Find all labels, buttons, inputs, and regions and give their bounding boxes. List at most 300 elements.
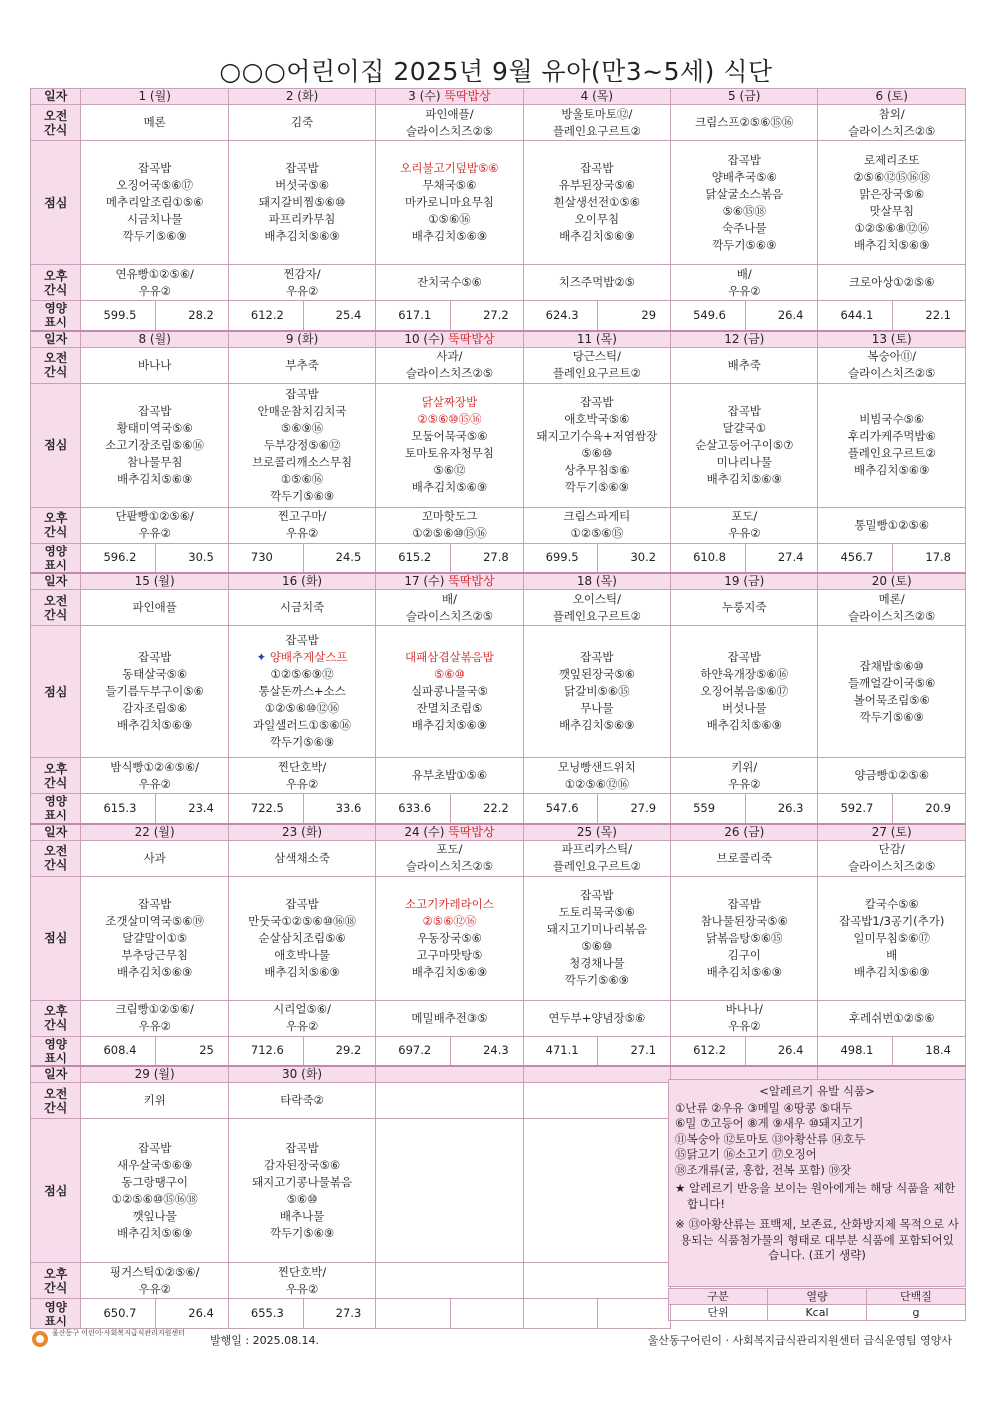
lunch-item (83, 1140, 225, 1157)
protein-value: 22.1 (893, 301, 966, 331)
lunch-item (820, 152, 963, 169)
am-snack-cell (228, 105, 375, 141)
issue-date: 발행일 : 2025.08.14. (210, 1334, 320, 1347)
lunch-item (820, 203, 963, 220)
menu-line: 플레인요구르트② (552, 608, 641, 623)
lunch-item (83, 437, 225, 454)
lunch-item (83, 1157, 225, 1174)
am-snack-cell (523, 347, 670, 383)
nutrition-row (31, 301, 966, 331)
pm-snack-cell (671, 507, 818, 543)
lunch-item (526, 177, 668, 194)
unit-protein: g (867, 1305, 966, 1321)
lunch-item (378, 947, 520, 964)
menu-line: 복숭아⑪/ (867, 349, 917, 363)
lunch-item (83, 1174, 225, 1191)
lunch-item-text: ①⑤⑥⑯ (280, 471, 324, 486)
lunch-item (83, 666, 225, 683)
lunch-item-text: 깍두기⑤⑥⑨ (269, 1225, 335, 1240)
calorie-value: 599.5 (81, 301, 156, 331)
lunch-item-text: 안매운참치김치국 (257, 403, 347, 418)
calorie-value: 608.4 (81, 1036, 156, 1066)
calorie-value: 712.6 (228, 1036, 303, 1066)
allergy-notice: ★ 알레르기 반응을 보이는 원아에게는 해당 식품을 제한합니다! (675, 1181, 956, 1211)
lunch-item (378, 964, 520, 981)
protein-value: 22.2 (450, 794, 523, 824)
pm-snack-cell (228, 507, 375, 543)
lunch-item-text: 양배추게살스프 (269, 650, 348, 664)
lunch-item (231, 420, 373, 437)
lunch-item (231, 1140, 373, 1157)
lunch-item (83, 420, 225, 437)
lunch-item (378, 462, 520, 479)
pm-snack-row (31, 265, 966, 301)
menu-line: 잔치국수⑤⑥ (416, 275, 482, 289)
lunch-cell (376, 141, 523, 265)
lunch-cell (81, 383, 228, 507)
menu-line: 치즈주먹밥②⑤ (558, 275, 635, 289)
lunch-item-text: 애호박국⑤⑥ (564, 412, 630, 426)
menu-line: 통밀빵①②⑤⑥ (854, 517, 930, 532)
am-snack-cell (81, 1083, 228, 1119)
row-label-lunch-text: 점심 (44, 1183, 68, 1198)
calorie-value: 592.7 (818, 794, 893, 824)
lunch-item-text: 돼지고기콩나물볶음 (252, 1174, 353, 1189)
lunch-item-text: 감자조림⑤⑥ (122, 701, 188, 715)
menu-line: 슬라이스치즈②⑤ (848, 366, 936, 380)
menu-line: ①②⑤⑥⑮ (570, 526, 624, 540)
menu-line: ①②⑤⑥⑫⑯ (564, 776, 629, 791)
day-date: 24 (수) (404, 824, 445, 839)
row-label-am-snack-text: 간식 (44, 607, 68, 622)
pm-snack-cell (523, 758, 670, 794)
lunch-item (83, 211, 225, 228)
day-date: 30 (화) (282, 1067, 323, 1081)
protein-value: 27.2 (450, 301, 523, 331)
lunch-item-text: 깍두기⑤⑥⑨ (122, 229, 187, 243)
am-snack-cell (523, 590, 670, 626)
row-label-pm-snack (31, 265, 81, 301)
row-label-lunch-text: 점심 (44, 195, 68, 210)
protein-value: 25 (156, 1036, 229, 1066)
lunch-item (673, 717, 815, 734)
calorie-value: 644.1 (818, 301, 893, 331)
menu-line: 우유② (285, 1281, 319, 1296)
lunch-item-text: 양배추국⑤⑥ (711, 169, 777, 184)
row-label-nutrition-text: 영양 (44, 301, 67, 316)
lunch-item-text: ①⑤⑥⑯ (428, 212, 471, 226)
am-snack-cell (228, 840, 375, 876)
menu-line: 연두부+양념장⑤⑥ (548, 1010, 646, 1025)
am-snack-cell (228, 1083, 375, 1119)
protein-value: 24.5 (303, 543, 376, 573)
row-label-nutrition-text: 표시 (44, 315, 67, 330)
lunch-item-text: 무나물 (580, 701, 614, 715)
menu-line: 플레인요구르트② (552, 366, 641, 380)
row-label-am-snack-text: 오전 (44, 351, 68, 365)
lunch-item-text: 부추당근무침 (121, 947, 188, 962)
lunch-item-text: ②⑤⑥⑩⑮⑯ (417, 412, 482, 426)
lunch-item-text: ⑤⑥⑩ (581, 446, 613, 460)
row-label-am-snack-text: 오전 (44, 108, 68, 123)
row-label-nutrition-text: 표시 (44, 1050, 67, 1065)
lunch-cell (376, 876, 523, 1000)
protein-value: 27.9 (598, 794, 671, 824)
calorie-value: 624.3 (523, 301, 598, 331)
lunch-item (83, 471, 225, 488)
calorie-value: 547.6 (523, 794, 598, 824)
pm-snack-row (31, 507, 966, 543)
lunch-cell (376, 383, 523, 507)
lunch-item-text: 잔멸치조림⑤ (416, 701, 483, 715)
row-label-date-text: 일자 (44, 89, 68, 103)
calorie-value: 697.2 (376, 1036, 451, 1066)
day-date: 9 (화) (285, 331, 319, 346)
lunch-cell (523, 141, 670, 265)
lunch-cell (523, 1119, 670, 1263)
menu-line: 찐단호박/ (277, 1264, 327, 1279)
lunch-item (673, 896, 815, 913)
lunch-item (673, 683, 815, 700)
lunch-item (820, 709, 963, 726)
calorie-value: 730 (228, 543, 303, 573)
lunch-item (378, 228, 520, 245)
day-date: 15 (월) (134, 574, 175, 588)
lunch-item-text: 배추김치⑤⑥⑨ (411, 229, 488, 243)
am-snack-cell (81, 840, 228, 876)
lunch-item (378, 445, 520, 462)
date-row (31, 824, 966, 841)
menu-line: 우유② (285, 776, 319, 791)
day-date: 19 (금) (724, 574, 765, 588)
lunch-item (526, 228, 668, 245)
lunch-item-text: 배추김치⑤⑥⑨ (411, 964, 488, 979)
row-label-lunch (31, 626, 81, 758)
allergy-line: ⑮닭고기 ⑯소고기 ⑰오징어 (675, 1147, 817, 1161)
lunch-cell (81, 1119, 228, 1263)
lunch-item-text: 배추김치⑤⑥⑨ (854, 237, 930, 252)
lunch-item-text: 파프리카무침 (268, 212, 336, 226)
lunch-item (231, 1191, 373, 1208)
lunch-item (673, 169, 815, 186)
lunch-item (83, 177, 225, 194)
lunch-item-text: 잡곡밥 (580, 650, 614, 664)
day-header (671, 824, 818, 841)
row-label-nutrition-text: 영양 (44, 794, 67, 809)
pm-snack-cell (671, 265, 818, 301)
lunch-item (673, 930, 815, 947)
lunch-item (83, 1225, 225, 1242)
lunch-item-text: 배추김치⑤⑥⑨ (706, 964, 782, 979)
pm-snack-cell (81, 265, 228, 301)
lunch-item (526, 479, 668, 496)
am-snack-cell (376, 347, 523, 383)
day-header (376, 89, 523, 105)
lunch-item (820, 445, 963, 462)
lunch-item-text: ⑤⑥⑩ (434, 667, 465, 681)
pm-snack-cell (228, 1263, 375, 1299)
lunch-item (526, 666, 668, 683)
day-header (523, 331, 670, 348)
row-label-lunch-text: 점심 (44, 684, 68, 699)
lunch-item (231, 471, 373, 488)
menu-line: 메밀배추전③⑤ (411, 1010, 488, 1025)
lunch-item (231, 649, 373, 666)
lunch-item (83, 896, 225, 913)
unit-header-calorie: 열량 (768, 1289, 867, 1305)
calorie-value: 471.1 (523, 1036, 598, 1066)
menu-line: 우유② (138, 776, 171, 791)
day-date: 5 (금) (728, 89, 761, 103)
am-snack-cell (671, 105, 818, 141)
row-label-date (31, 1066, 81, 1083)
menu-line: 슬라이스치즈②⑤ (405, 859, 494, 873)
lunch-item (231, 1225, 373, 1242)
lunch-item-text: 깍두기⑤⑥⑨ (564, 480, 629, 494)
protein-value: 18.4 (893, 1036, 966, 1066)
lunch-item (231, 947, 373, 964)
lunch-item (83, 700, 225, 717)
menu-line: 찐고구마/ (277, 509, 327, 523)
lunch-item-text: 배추나물 (279, 1208, 325, 1223)
lunch-item-text: 배추김치⑤⑥⑨ (411, 480, 488, 494)
lunch-item-text: 배추김치⑤⑥⑨ (559, 718, 635, 732)
lunch-item-text: 두부강정⑤⑥⑫ (263, 437, 341, 452)
row-label-pm-snack (31, 758, 81, 794)
row-label-date-text: 일자 (44, 824, 68, 839)
protein-value: 27.4 (745, 543, 818, 573)
menu-line: 우유② (138, 283, 171, 298)
menu-line: 사과/ (436, 349, 463, 363)
pm-snack-cell (376, 758, 523, 794)
menu-line: 슬라이스치즈②⑤ (405, 123, 494, 138)
row-label-date-text: 일자 (44, 1067, 68, 1081)
row-label-nutrition-text: 표시 (44, 1313, 67, 1328)
calorie-value: 722.5 (228, 794, 303, 824)
lunch-item-text: 고구마맛탕⑤ (416, 947, 483, 962)
pm-snack-cell (228, 265, 375, 301)
new-menu-icon: ✦ (256, 650, 270, 664)
nutrition-row (31, 1036, 966, 1066)
lunch-item (83, 228, 225, 245)
lunch-item-text: 마카로니마요무침 (405, 195, 494, 209)
row-label-am-snack (31, 840, 81, 876)
menu-line: 파인애플/ (425, 106, 474, 121)
am-snack-cell (376, 840, 523, 876)
lunch-item (526, 904, 668, 921)
lunch-item-text: 소고기장조림⑤⑥⑯ (105, 437, 205, 452)
row-label-nutrition-text: 영양 (44, 1036, 67, 1051)
protein-value: 25.4 (303, 301, 376, 331)
row-label-am-snack (31, 105, 81, 141)
lunch-item-text: ⑤⑥⑨⑯ (280, 420, 324, 435)
day-date: 4 (목) (580, 89, 614, 103)
day-date: 10 (수) (404, 331, 445, 346)
menu-line: 파인애플 (132, 600, 177, 614)
day-header (818, 89, 966, 105)
lunch-item-text: 대패삼겹살볶음밥 (405, 650, 494, 664)
am-snack-cell (81, 590, 228, 626)
day-header (818, 573, 966, 590)
pm-snack-cell (671, 1000, 818, 1036)
menu-line: 찐단호박/ (277, 759, 327, 774)
lunch-item (820, 186, 963, 203)
lunch-item-text: 잡곡밥 (580, 395, 614, 409)
menu-line: 우유② (285, 526, 319, 540)
lunch-item-text: 만둣국①②⑤⑥⑩⑯⑱ (248, 913, 356, 928)
unit-table (668, 1288, 966, 1321)
row-label-date-text: 일자 (44, 331, 68, 346)
menu-line: 크림빵①②⑤⑥/ (115, 1002, 194, 1016)
lunch-item-text: 참나물무침 (126, 454, 183, 469)
lunch-cell (228, 383, 375, 507)
lunch-cell (523, 383, 670, 507)
menu-line: 키위 (143, 1093, 166, 1107)
row-label-pm-snack-text: 간식 (44, 282, 68, 297)
row-label-nutrition (31, 301, 81, 331)
menu-line: 슬라이스치즈②⑤ (848, 859, 936, 873)
lunch-item-text: ⑤⑥⑫ (433, 463, 466, 477)
lunch-item-text: 버섯국⑤⑥ (275, 178, 330, 192)
row-label-am-snack-text: 오전 (44, 593, 68, 608)
lunch-cell (818, 141, 966, 265)
pm-snack-cell (376, 507, 523, 543)
lunch-item (526, 887, 668, 904)
menu-line: ①②⑤⑥⑩⑮⑯ (412, 526, 487, 540)
menu-line: 슬라이스치즈②⑤ (405, 366, 494, 380)
lunch-item-text: 유부된장국⑤⑥ (558, 178, 635, 192)
day-header (228, 824, 375, 841)
lunch-item-text: 달걀국① (722, 420, 767, 435)
protein-value: 26.4 (745, 1036, 818, 1066)
lunch-item (673, 964, 815, 981)
protein-value: 17.8 (893, 543, 966, 573)
lunch-item-text: 깻잎된장국⑤⑥ (558, 667, 635, 681)
row-label-nutrition-text: 영양 (44, 543, 67, 558)
calorie-value: 596.2 (81, 543, 156, 573)
menu-line: 크림스프②⑤⑥⑮⑯ (695, 115, 794, 129)
row-label-lunch-text: 점심 (44, 438, 68, 452)
lunch-item (83, 1191, 225, 1208)
lunch-item (378, 177, 520, 194)
calorie-value: 617.1 (376, 301, 451, 331)
row-label-lunch-text: 점심 (44, 931, 68, 945)
lunch-item-text: 배추김치⑤⑥⑨ (264, 964, 340, 979)
lunch-cell (228, 876, 375, 1000)
lunch-item (378, 913, 520, 930)
menu-line: 플레인요구르트② (552, 123, 641, 138)
lunch-item-text: 잡곡밥 (727, 152, 761, 167)
lunch-item (820, 947, 963, 964)
protein-value: 20.9 (893, 794, 966, 824)
lunch-item-text: 돼지갈비찜⑤⑥⑩ (258, 195, 346, 209)
lunch-item-text: 동태살국⑤⑥ (122, 667, 188, 681)
allergy-line: ⑥밀 ⑦고등어 ⑧게 ⑨새우 ⑩돼지고기 (675, 1116, 864, 1130)
lunch-item (526, 955, 668, 972)
row-label-nutrition-text: 표시 (44, 808, 67, 823)
am-snack-cell (228, 590, 375, 626)
row-label-am-snack-text: 간식 (44, 858, 68, 872)
lunch-item (231, 194, 373, 211)
calorie-value: 650.7 (81, 1299, 156, 1329)
lunch-item-text: 잡곡밥 (138, 896, 172, 911)
lunch-item (231, 930, 373, 947)
day-date: 27 (토) (871, 824, 912, 839)
day-header (81, 824, 228, 841)
am-snack-cell (818, 347, 966, 383)
lunch-item (231, 734, 373, 751)
pm-snack-cell (818, 1000, 966, 1036)
lunch-item (820, 220, 963, 237)
day-date: 17 (수) (404, 574, 445, 588)
am-snack-cell (671, 590, 818, 626)
lunch-item (673, 437, 815, 454)
lunch-item-text: 황태미역국⑤⑥ (116, 420, 193, 435)
menu-line: 참외/ (878, 106, 905, 121)
lunch-item (673, 471, 815, 488)
lunch-item-text: ⑤⑥⑩ (581, 939, 613, 953)
lunch-item (673, 403, 815, 420)
day-header (228, 331, 375, 348)
row-label-pm-snack-text: 간식 (44, 525, 68, 539)
menu-line: 포도/ (436, 842, 463, 856)
lunch-item-text: 배추김치⑤⑥⑨ (116, 471, 193, 486)
row-label-pm-snack-text: 간식 (44, 775, 68, 790)
calorie-value: 615.3 (81, 794, 156, 824)
lunch-item (378, 666, 520, 683)
menu-line: 크림스파게티 (563, 509, 631, 523)
calorie-value (376, 1299, 451, 1329)
am-snack-cell (818, 840, 966, 876)
menu-line: 슬라이스치즈②⑤ (848, 123, 936, 138)
lunch-item-text: 잡곡밥 (285, 161, 319, 175)
day-date: 3 (수) (408, 89, 441, 103)
lunch-cell (228, 1119, 375, 1263)
protein-value: 29.2 (303, 1036, 376, 1066)
lunch-item-text: 잡곡밥 (580, 888, 614, 902)
lunch-item-text: 배추김치⑤⑥⑨ (116, 1225, 193, 1240)
menu-line: 바나나 (138, 357, 172, 372)
lunch-item-text: 닭살짜장밥 (421, 395, 478, 409)
lunch-item-text: 일미무침⑤⑥⑰ (853, 930, 930, 945)
lunch-item (83, 964, 225, 981)
lunch-item-text: 청경채나물 (569, 956, 625, 970)
page-title: ○○○어린이집 2025년 9월 유아(만3~5세) 식단 (219, 57, 773, 86)
lunch-item-text: 감자된장국⑤⑥ (263, 1157, 341, 1172)
row-label-lunch (31, 1119, 81, 1263)
protein-value: 27.3 (303, 1299, 376, 1329)
lunch-item (673, 649, 815, 666)
lunch-item (83, 649, 225, 666)
lunch-item-text: 미나리나물 (716, 454, 773, 469)
lunch-item-text: 배추김치⑤⑥⑨ (854, 463, 930, 477)
am-snack-cell (523, 105, 670, 141)
lunch-item-text: 오징어국⑤⑥⑰ (116, 178, 193, 192)
lunch-item-text: 흰살생선전①⑤⑥ (553, 195, 641, 209)
allergy-list (675, 1101, 959, 1179)
lunch-item-text: 맛살무침 (869, 203, 914, 218)
lunch-item (231, 666, 373, 683)
row-label-pm-snack (31, 507, 81, 543)
lunch-item (378, 411, 520, 428)
lunch-item-text: 닭살굴소스볶음 (705, 186, 784, 201)
lunch-item (526, 938, 668, 955)
day-date: 22 (월) (134, 824, 175, 839)
protein-value: 29 (598, 301, 671, 331)
lunch-item-text: 잡곡밥 (727, 650, 761, 664)
lunch-item (526, 411, 668, 428)
day-header (523, 1066, 670, 1083)
